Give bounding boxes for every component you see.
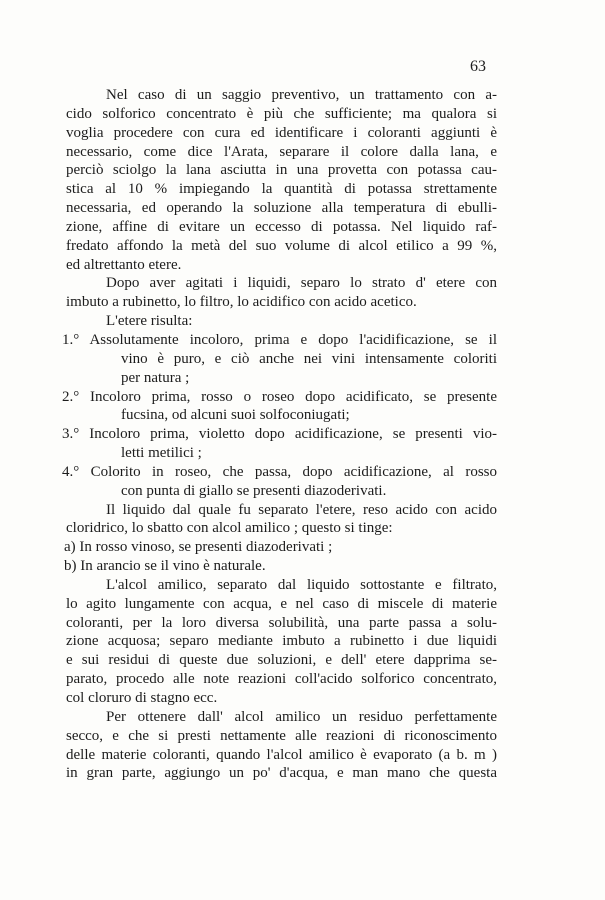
text-line: Per ottenere dall' alcol amilico un residuo perfettamente <box>106 708 497 725</box>
text-line: per natura ; <box>121 369 190 386</box>
text-line: Il liquido dal quale fu separato l'etere, reso acido con acido <box>106 501 497 518</box>
text-line: vino è puro, e ciò anche nei vini intensamente coloriti <box>121 350 497 367</box>
text-line: e sui residui di queste due soluzioni, e dell' etere dapprima se- <box>66 652 497 669</box>
text-line: perciò sciolgo la lana asciutta in una provetta con potassa cau- <box>66 162 497 179</box>
text-line: stica al 10 % impiegando la quantità di potassa strettamente <box>66 181 497 198</box>
text-line: 4.° Colorito in roseo, che passa, dopo acidificazione, al rosso <box>62 463 497 480</box>
text-line: lo agito lungamente con acqua, e nel caso di miscele di materie <box>66 595 497 612</box>
list-item <box>62 463 497 501</box>
list-item <box>62 425 497 463</box>
paragraph <box>66 576 497 708</box>
sub-item <box>66 557 497 576</box>
text-line: Nel caso di un saggio preventivo, un trattamento con a- <box>106 87 497 103</box>
paragraph <box>66 86 497 274</box>
text-line: cloridrico, lo sbatto con alcol amilico ; questo si tinge: <box>66 520 393 537</box>
text-line: coloranti, per la loro diversa solubilità, una parte passa a solu- <box>66 614 497 631</box>
page-number: 63 <box>470 58 486 75</box>
list-item <box>62 331 497 388</box>
text-line: 2.° Incoloro prima, rosso o roseo dopo acidificato, se presente <box>62 388 497 405</box>
text-line: L'etere risulta: <box>106 313 193 330</box>
list-item <box>62 388 497 426</box>
text-line: secco, e che si presti nettamente alle reazioni di riconoscimento <box>66 727 497 744</box>
text-line: 1.° Assolutamente incoloro, prima e dopo l'acidificazione, se il <box>62 331 497 348</box>
paragraph <box>66 501 497 539</box>
text-line: fucsina, od alcuni suoi solfoconiugati; <box>121 407 350 424</box>
text-line: con punta di giallo se presenti diazoderivati. <box>121 482 387 499</box>
text-line: letti metilici ; <box>121 445 202 462</box>
paragraph <box>66 312 497 331</box>
text-line: Dopo aver agitati i liquidi, separo lo strato d' etere con <box>106 275 497 292</box>
text-line: zione, affine di evitare un eccesso di potassa. Nel liquido raf- <box>66 218 497 235</box>
text-line: voglia procedere con cura ed identificare i coloranti aggiunti è <box>66 124 497 141</box>
text-line: zione acquosa; separo mediante imbuto a rubinetto i due liquidi <box>66 633 497 650</box>
text-line: imbuto a rubinetto, lo filtro, lo acidifico con acido acetico. <box>66 294 417 311</box>
text-line: ed altrettanto etere. <box>66 256 182 273</box>
text-line: a) In rosso vinoso, se presenti diazoderivati ; <box>64 539 333 556</box>
text-line: cido solforico concentrato è più che sufficiente; ma qualora si <box>66 105 497 122</box>
text-line: b) In arancio se il vino è naturale. <box>64 558 266 575</box>
sub-item <box>66 538 497 557</box>
text-line: necessario, come dice l'Arata, separare il colore dalla lana, e <box>66 143 497 160</box>
text-line: fredato affondo la metà del suo volume di alcol etilico a 99 %, <box>66 237 497 254</box>
paragraph <box>66 274 497 312</box>
body-text <box>62 86 497 783</box>
text-line: col cloruro di stagno ecc. <box>66 690 218 706</box>
text-line: 3.° Incoloro prima, violetto dopo acidificazione, se presenti vio- <box>62 426 497 443</box>
paragraph <box>66 708 497 783</box>
text-line: delle materie coloranti, quando l'alcol amilico è evaporato (a b. m ) <box>66 746 497 763</box>
text-line: parato, procedo alle note reazioni coll'acido solforico concentrato, <box>66 671 497 688</box>
text-line: necessaria, ed operando la soluzione alla temperatura di ebulli- <box>66 200 497 217</box>
text-line: in gran parte, aggiungo un po' d'acqua, e man mano che questa <box>66 765 497 782</box>
text-line: L'alcol amilico, separato dal liquido sottostante e filtrato, <box>106 576 497 593</box>
